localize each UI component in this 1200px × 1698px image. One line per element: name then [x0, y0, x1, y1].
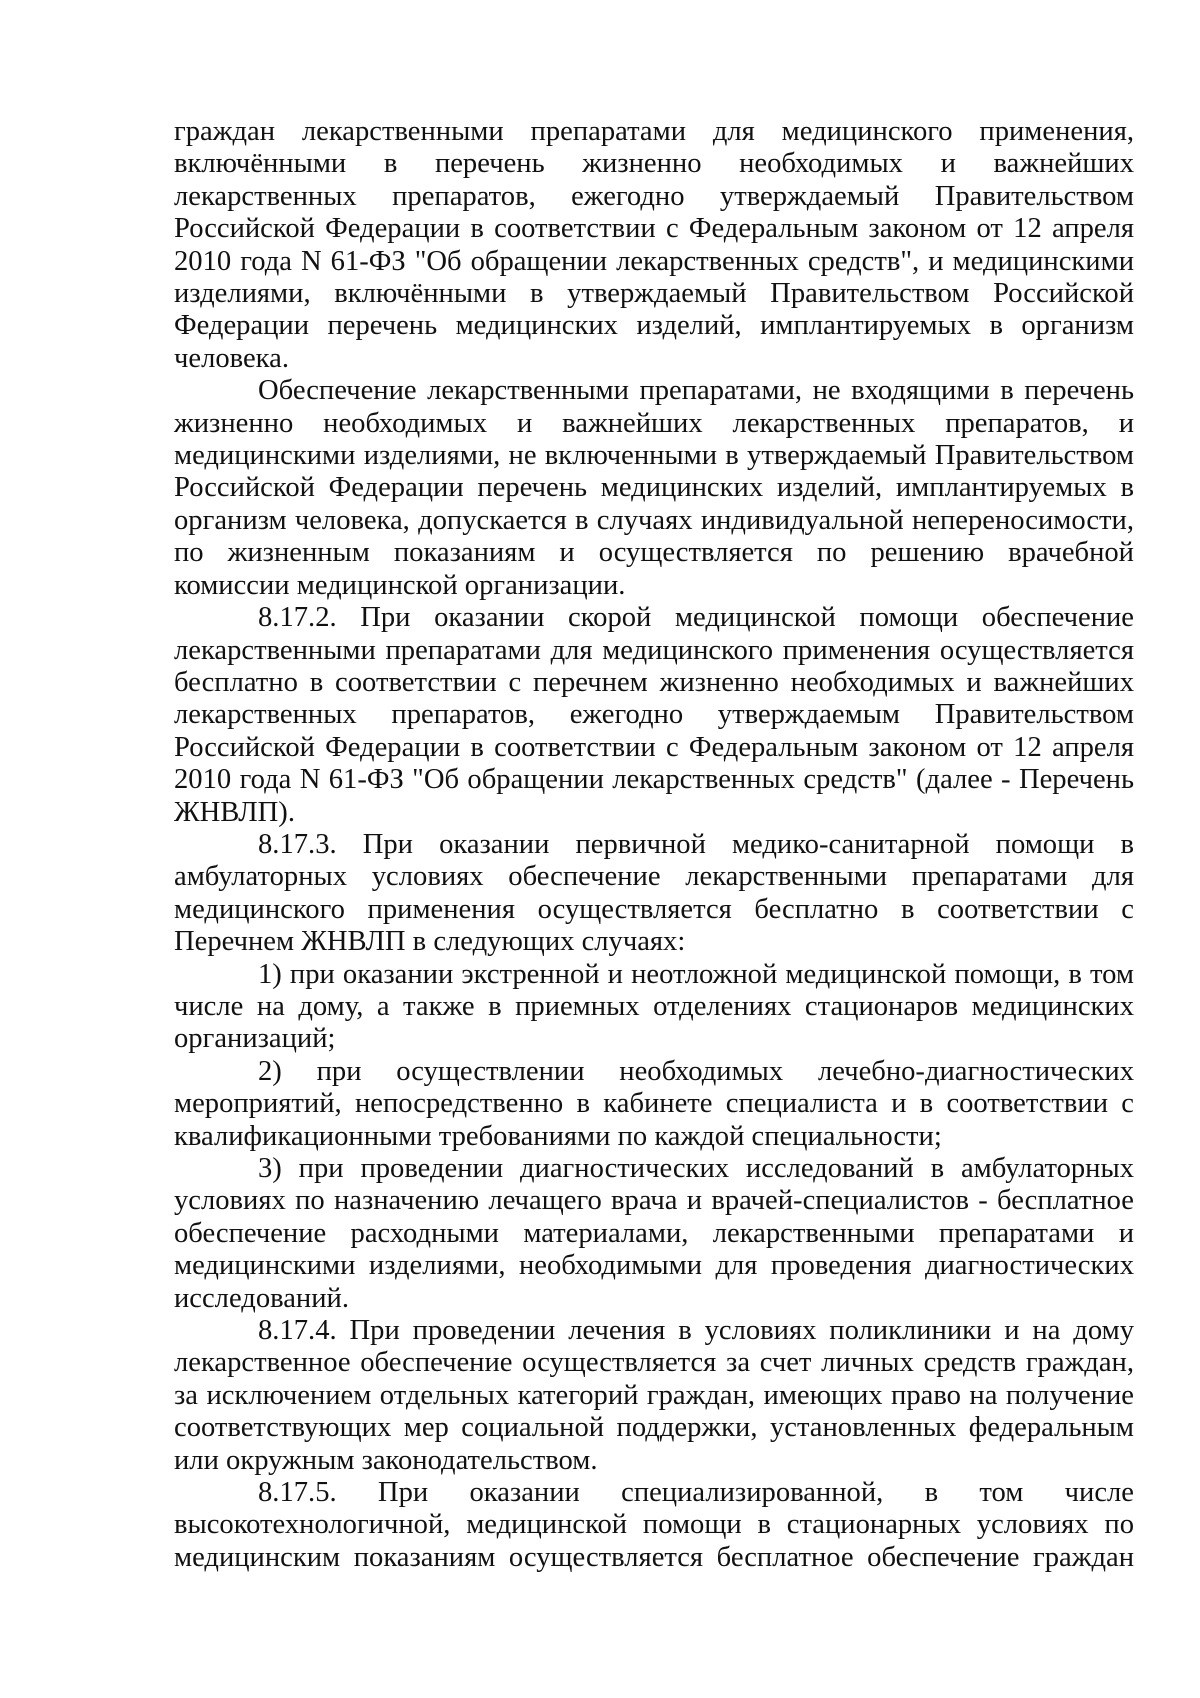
paragraph-continuation: граждан лекарственными препаратами для медицинского применения, включёнными в перечень жизненно необходимых и важнейших лекарственных препаратов, ежегодно утверждаемый Правительством Российской Федерации в соответствии с Федеральным законом от 12 апреля 2010 года N 61-ФЗ "Об обращении лекарственных средств", и медицинскими изделиями, включёнными в утверждаемый Правительством Российской Федерации перечень медицинских изделий, имплантируемых в организм человека.: [174, 116, 1134, 374]
list-item-2: 2) при осуществлении необходимых лечебно-диагностических мероприятий, непосредственно в кабинете специалиста и в соответствии с квалификационными требованиями по каждой специальности;: [174, 1055, 1134, 1152]
paragraph-supply-exceptions: Обеспечение лекарственными препаратами, не входящими в перечень жизненно необходимых и важнейших лекарственных препаратов, и медицинскими изделиями, не включенными в утверждаемый Правительством Российской Федерации перечень медицинских изделий, имплантируемых в организм человека, допускается в случаях индивидуальной непереносимости, по жизненным показаниям и осуществляется по решению врачебной комиссии медицинской организации.: [174, 375, 1134, 601]
paragraph-8-17-5: 8.17.5. При оказании специализированной, в том числе высокотехнологичной, медицинской помощи в стационарных условиях по медицинским показаниям осуществляется бесплатное обеспечение граждан: [174, 1477, 1134, 1573]
paragraph-8-17-4: 8.17.4. При проведении лечения в условиях поликлиники и на дому лекарственное обеспечение осуществляется за счет личных средств граждан, за исключением отдельных категорий граждан, имеющих право на получение соответствующих мер социальной поддержки, установленных федеральным или окружным законодательством.: [174, 1315, 1134, 1476]
paragraph-8-17-3: 8.17.3. При оказании первичной медико-санитарной помощи в амбулаторных условиях обеспечение лекарственными препаратами для медицинского применения осуществляется бесплатно в соответствии с Перечнем ЖНВЛП в следующих случаях:: [174, 828, 1134, 958]
list-item-3: 3) при проведении диагностических исследований в амбулаторных условиях по назначению лечащего врача и врачей-специалистов - бесплатное обеспечение расходными материалами, лекарственными препаратами и медицинскими изделиями, необходимыми для проведения диагностических исследований.: [174, 1153, 1134, 1314]
paragraph-8-17-2: 8.17.2. При оказании скорой медицинской помощи обеспечение лекарственными препаратами для медицинского применения осуществляется бесплатно в соответствии с перечнем жизненно необходимых и важнейших лекарственных препаратов, ежегодно утверждаемым Правительством Российской Федерации в соответствии с Федеральным законом от 12 апреля 2010 года N 61-ФЗ "Об обращении лекарственных средств" (далее - Перечень ЖНВЛП).: [174, 602, 1134, 828]
document-body: [174, 116, 1134, 1574]
list-item-1: 1) при оказании экстренной и неотложной медицинской помощи, в том числе на дому, а также в приемных отделениях стационаров медицинских организаций;: [174, 958, 1134, 1055]
